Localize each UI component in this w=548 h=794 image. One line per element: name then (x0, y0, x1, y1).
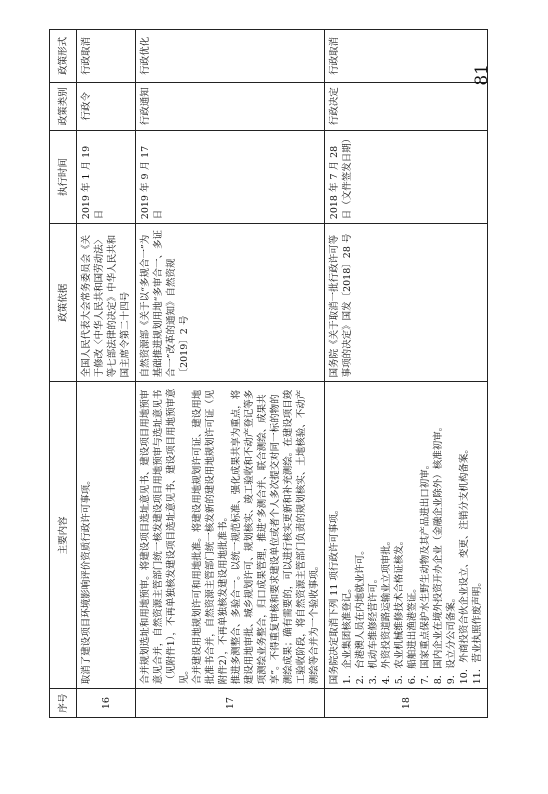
content-line: 2．台港澳人员在内地就业许可。 (355, 545, 366, 685)
header-content: 主要内容 (50, 382, 77, 689)
header-category: 政策类别 (50, 82, 77, 130)
row-basis: 自然资源部《关于以“多规合一”为基础推进规划用地“多审合一、多证合一”改革的通知》自然资规〔2019〕2 号 (136, 224, 325, 382)
header-no: 序号 (50, 689, 77, 718)
content-line: 8．国内企业在境外投资开办企业（金融企业除外）核准初审。 (433, 421, 444, 685)
content-line: 1．企业集团核准登记。 (342, 583, 353, 685)
content-line: 3．机动车维修经营许可。 (368, 573, 379, 685)
content-line: 6．船舶进出渔港签证。 (407, 583, 418, 685)
row-date: 2019 年 9 月 17 日 (136, 130, 325, 223)
content-line: 11．营业执照作废声明。 (472, 577, 483, 685)
content-line: 5．农业机械维修技术合格证核发。 (394, 535, 405, 685)
header-form: 政策形式 (50, 30, 77, 83)
row-content (325, 382, 488, 689)
table-header-row (50, 30, 77, 718)
content-line: 合并建设用地规划许可和用地批准。将建设用地规划许可证、建设用地批准书合并，自然资源主管部门统一核发新的建设用地规划许可证（见附件2），不再单独核发建设用地批准书。 (192, 389, 229, 685)
content-line: 10．外商投资合伙企业设立、变更、注销分支机构备案。 (459, 444, 470, 685)
table-row (77, 30, 136, 718)
row-content (77, 382, 136, 689)
content-line: 取消了建设项目环境影响评价资质行政许可事项。 (81, 475, 92, 685)
content-line: 国务院决定取消下列 11 项行政许可事项。 (329, 504, 340, 685)
row-form: 行政取消 (325, 30, 488, 83)
row-category: 行政通知 (136, 82, 325, 130)
row-content (136, 382, 325, 689)
row-date: 2018 年 7 月 28 日（文件签发日期） (325, 130, 488, 223)
content-line: 9．设立分公司备案。 (446, 592, 457, 685)
policy-table (49, 29, 488, 718)
content-line: 7．国家重点保护水生野生动物及其产品进出口初审。 (420, 459, 431, 685)
table-row (325, 30, 488, 718)
row-form: 行政取消 (77, 30, 136, 83)
row-basis: 全国人民代表大会常务委员会《关于修改〈中华人民共和国劳动法〉等七部法律的决定》中华人民共和国主席令第二十四号 (77, 224, 136, 382)
page-number: 81 (472, 64, 492, 86)
row-category: 行政决定 (325, 82, 488, 130)
table-row (136, 30, 325, 718)
row-number: 16 (77, 689, 136, 718)
row-form: 行政优化 (136, 30, 325, 83)
row-number: 18 (325, 689, 488, 718)
row-basis: 国务院《关于取消一批行政许可等事项的决定》国发〔2018〕28 号 (325, 224, 488, 382)
content-line: 4．外资投资道路运输业立项审批。 (381, 535, 392, 685)
header-date: 执行时间 (50, 130, 77, 223)
row-category: 行政令 (77, 82, 136, 130)
row-date: 2019 年 1 月 19 日 (77, 130, 136, 223)
content-line: 推进多测整合、多验合一。以统一规范标准、强化成果共享为重点，将建设用地审批、城乡规划许可、规划核实、竣工验收和不动产登记等多项测绘业务整合，归口成果管理，推进“多测合并、联合测绘、成果共享”。不得重复审核和要求建设单位或者个人多次提交对同一标的物的测绘成果；确有需要的，可以进行核实更新和补充测绘。在建设项目竣工验收阶段，将自然资源主管部门负责的规划核实、土地核验、不动产测绘等合并为一个验收事项。 (231, 389, 320, 685)
content-line: 合并规划选址和用地预审。将建设项目选址意见书、建设项目用地预审意见合并，自然资源主管部门统一核发建设项目用地预审与选址意见书（见附件1），不再单独核发建设项目选址意见书、建设项目用地预审意见。 (140, 388, 190, 685)
header-basis: 政策依据 (50, 224, 77, 382)
row-number: 17 (136, 689, 325, 718)
